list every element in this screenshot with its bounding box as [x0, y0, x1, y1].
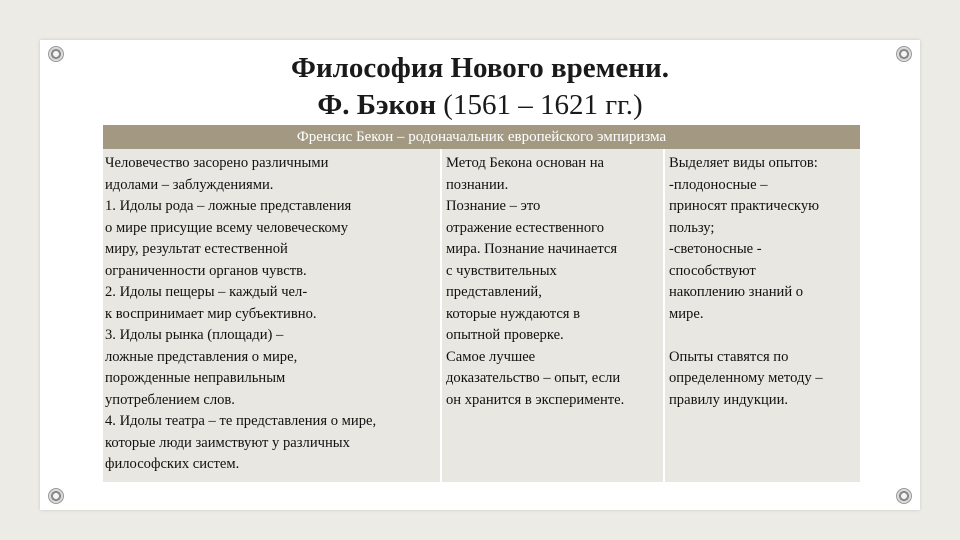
table-line: -плодоносные –	[669, 176, 768, 193]
table-line: Познание – это	[446, 198, 541, 214]
table-line: Самое лучшее	[446, 348, 536, 365]
table-line: миру, результат естественной	[105, 241, 288, 257]
content-table	[103, 125, 860, 482]
slide-subtitle	[0, 86, 960, 124]
column-divider	[663, 149, 665, 482]
table-line: Человечество засорено различными	[105, 155, 329, 171]
table-line: накоплению знаний о	[669, 284, 804, 300]
table-line: к воспринимает мир субъективно.	[105, 305, 317, 322]
table-line: философских систем.	[105, 456, 240, 472]
table-line: которые люди заимствуют у различных	[105, 434, 350, 451]
table-header: Френсис Бекон – родоначальник европейского эмпиризма	[103, 125, 860, 149]
table-line: идолами – заблуждениями.	[105, 176, 274, 193]
pin-icon	[48, 488, 64, 504]
table-line: определенному методу –	[669, 370, 823, 386]
experiments-column	[667, 153, 860, 482]
method-column	[444, 153, 662, 482]
table-line: о мире присущие всему человеческому	[105, 219, 349, 236]
table-line: Выделяет виды опытов:	[669, 155, 818, 171]
table-line: порожденные неправильным	[105, 370, 286, 386]
table-line: 1. Идолы рода – ложные представления	[105, 198, 352, 214]
table-line: опытной проверке.	[446, 327, 564, 343]
table-line: 3. Идолы рынка (площади) –	[105, 327, 284, 343]
subtitle-name: Ф. Бэкон	[317, 89, 437, 121]
table-line: пользу;	[669, 219, 715, 236]
table-line: способствуют	[669, 262, 756, 279]
column-divider	[440, 149, 442, 482]
table-line: познании.	[446, 176, 509, 193]
table-line: 2. Идолы пещеры – каждый чел-	[105, 284, 308, 300]
table-line: доказательство – опыт, если	[446, 370, 621, 386]
table-line: приносят практическую	[669, 198, 820, 214]
pin-icon	[896, 488, 912, 504]
subtitle-dates: (1561 – 1621 гг.)	[436, 89, 643, 121]
table-line: представлений,	[446, 284, 542, 300]
table-line: он хранится в эксперименте.	[446, 391, 625, 408]
table-line: употреблением слов.	[105, 391, 235, 408]
table-line: Метод Бекона основан на	[446, 155, 605, 171]
table-line: -светоносные -	[669, 241, 762, 257]
table-line: Опыты ставятся по	[669, 348, 789, 365]
table-line: мира. Познание начинается	[446, 241, 618, 257]
table-line: правилу индукции.	[669, 391, 789, 408]
slide-title: Философия Нового времени.	[291, 52, 669, 84]
idols-column	[103, 153, 439, 482]
table-line: 4. Идолы театра – те представления о мире,	[105, 413, 377, 429]
table-line: отражение естественного	[446, 219, 605, 236]
table-line	[669, 325, 860, 347]
table-line: мире.	[669, 305, 704, 322]
table-line: которые нуждаются в	[446, 305, 581, 322]
table-line: с чувствительных	[446, 262, 557, 279]
table-line: ложные представления о мире,	[105, 348, 298, 365]
table-line: ограниченности органов чувств.	[105, 262, 307, 279]
